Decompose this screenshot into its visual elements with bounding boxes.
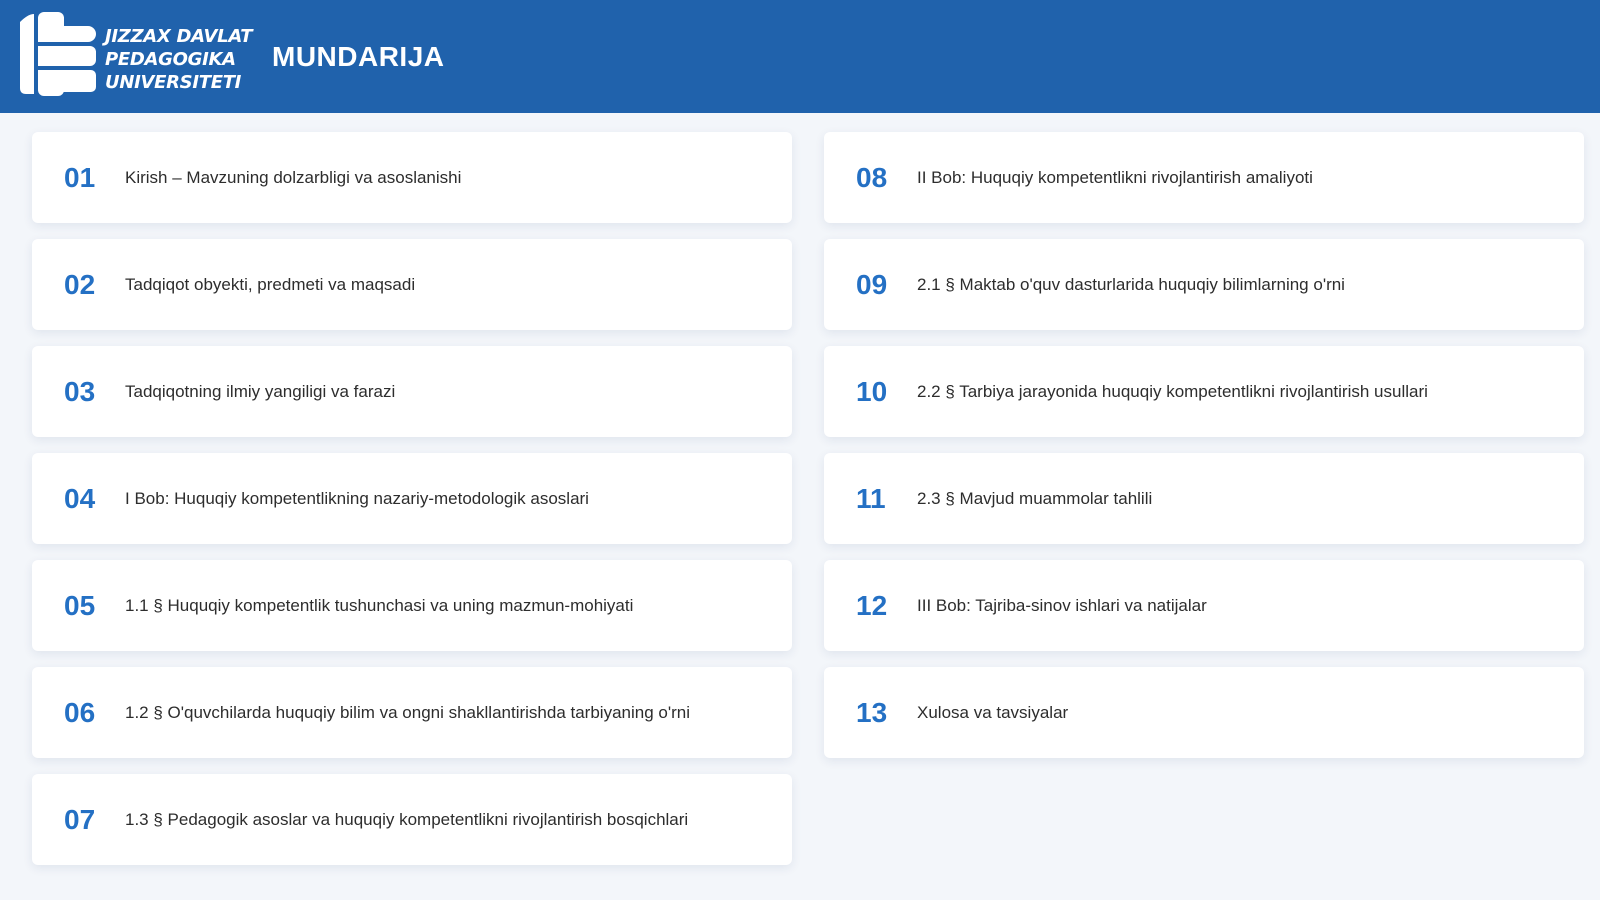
header-bar [0, 0, 1600, 113]
toc-item-label: 2.3 § Mavjud muammolar tahlili [917, 488, 1153, 508]
university-name [105, 25, 252, 94]
logo-line-1: JIZZAX DAVLAT [105, 26, 253, 47]
toc-item-01[interactable] [32, 132, 792, 223]
toc-item-label: 1.3 § Pedagogik asoslar va huquqiy kompetentlikni rivojlantirish bosqichlari [125, 809, 689, 829]
toc-item-label: 2.2 § Tarbiya jarayonida huquqiy kompetentlikni rivojlantirish usullari [917, 381, 1428, 401]
toc-item-number: 12 [856, 589, 888, 621]
toc-item-04[interactable] [32, 453, 792, 544]
toc-item-07[interactable] [32, 774, 792, 865]
page-title: MUNDARIJA [272, 41, 445, 72]
toc-item-label: Xulosa va tavsiyalar [917, 702, 1069, 722]
toc-item-02[interactable] [32, 239, 792, 330]
toc-item-03[interactable] [32, 346, 792, 437]
toc-item-number: 11 [856, 482, 886, 514]
toc-item-06[interactable] [32, 667, 792, 758]
toc-item-number: 10 [856, 375, 888, 407]
toc-item-label: 1.1 § Huquqiy kompetentlik tushunchasi va uning mazmun-mohiyati [125, 595, 634, 615]
toc-item-number: 13 [856, 696, 888, 728]
toc-item-label: Kirish – Mavzuning dolzarbligi va asoslanishi [125, 167, 462, 187]
toc-item-number: 01 [64, 161, 96, 193]
toc-item-label: II Bob: Huquqiy kompetentlikni rivojlantirish amaliyoti [917, 167, 1313, 187]
toc-item-number: 06 [64, 696, 96, 728]
toc-item-number: 04 [64, 482, 96, 514]
toc-item-number: 05 [64, 589, 96, 621]
toc-item-number: 09 [856, 268, 888, 300]
logo-line-3: UNIVERSITETI [105, 72, 242, 93]
toc-item-number: 02 [64, 268, 96, 300]
logo-line-2: PEDAGOGIKA [105, 49, 236, 70]
toc-item-label: I Bob: Huquqiy kompetentlikning nazariy-metodologik asoslari [125, 488, 589, 508]
toc-item-13[interactable] [824, 667, 1584, 758]
toc-item-05[interactable] [32, 560, 792, 651]
toc-item-number: 03 [64, 375, 96, 407]
toc-item-10[interactable] [824, 346, 1584, 437]
toc-item-09[interactable] [824, 239, 1584, 330]
toc-item-label: III Bob: Tajriba-sinov ishlari va natijalar [917, 595, 1207, 615]
toc-item-label: Tadqiqot obyekti, predmeti va maqsadi [125, 274, 416, 294]
toc-item-label: 1.2 § O'quvchilarda huquqiy bilim va ongni shakllantirishda tarbiyaning o'rni [125, 702, 690, 722]
toc-item-number: 07 [64, 803, 96, 835]
toc-item-11[interactable] [824, 453, 1584, 544]
toc-item-number: 08 [856, 161, 888, 193]
toc-item-12[interactable] [824, 560, 1584, 651]
toc-item-08[interactable] [824, 132, 1584, 223]
toc-item-label: Tadqiqotning ilmiy yangiligi va farazi [125, 381, 396, 401]
toc-item-label: 2.1 § Maktab o'quv dasturlarida huquqiy bilimlarning o'rni [917, 274, 1345, 294]
university-logo-icon [18, 12, 100, 96]
